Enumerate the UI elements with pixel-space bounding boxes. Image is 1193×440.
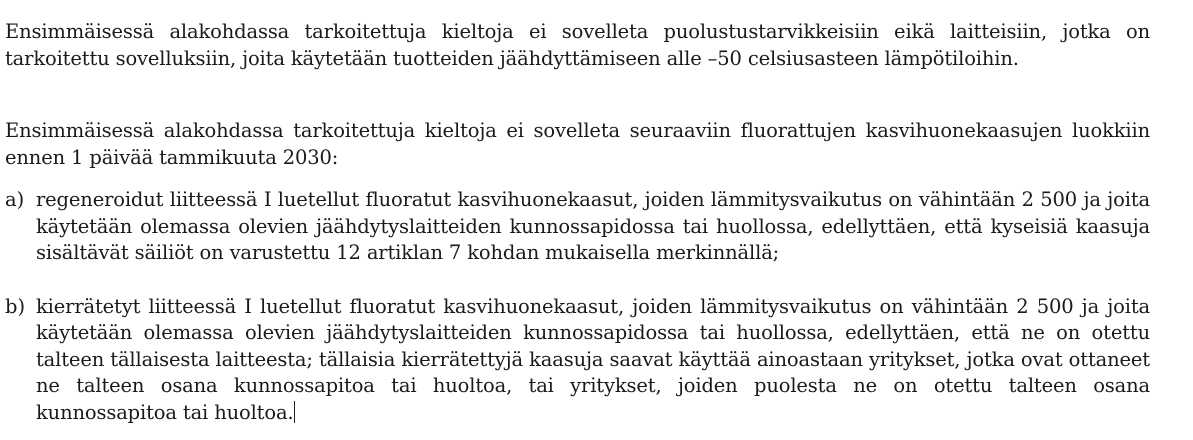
list-item-text-content: kierrätetyt liitteessä I luetellut fluoratut kasvihuonekaasut, joiden lämmitysvaikutus on vähintään 2 500 ja joita käytetään olemassa olevien jäähdytyslaitteiden kunnossapidossa tai huollossa, edellyttäen, että ne on otettu talteen tällaisesta laitteesta; tällaisia kierrätettyjä kaasuja saavat käyttää ainoastaan yritykset, jotka ovat ottaneet ne talteen osana kunnossapitoa tai huoltoa, tai yritykset, joiden puolesta ne on otettu talteen osana kunnossapitoa tai huoltoa. <box>36 294 1150 424</box>
list-item-a <box>5 187 1150 267</box>
text-cursor <box>294 401 295 423</box>
list-item-text: regeneroidut liitteessä I luetellut fluoratut kasvihuonekaasut, joiden lämmitysvaikutus on vähintään 2 500 ja joita käytetään olemassa olevien jäähdytyslaitteiden kunnossapidossa tai huollossa, edellyttäen, että kyseisiä kaasuja sisältävät säiliöt on varustettu 12 artiklan 7 kohdan mukaisella merkinnällä; <box>36 188 1150 264</box>
list-item-text <box>36 294 1150 427</box>
list-item-label: a) <box>5 188 25 211</box>
paragraph-exemption-defence: Ensimmäisessä alakohdassa tarkoitettuja kieltoja ei sovelleta puolustustarvikkeisiin eikä laitteisiin, jotka on tarkoitettu sovelluksiin, joita käytetään tuotteiden jäähdyttämiseen alle –50 celsiusasteen lämpötiloihin. <box>5 20 1150 70</box>
list-item-label: b) <box>5 294 26 318</box>
list-item-b <box>5 294 1150 427</box>
paragraph-exemption-until-2030: Ensimmäisessä alakohdassa tarkoitettuja kieltoja ei sovelleta seuraaviin fluorattujen kasvihuonekaasujen luokkiin ennen 1 päivää tammikuuta 2030: <box>5 119 1150 169</box>
